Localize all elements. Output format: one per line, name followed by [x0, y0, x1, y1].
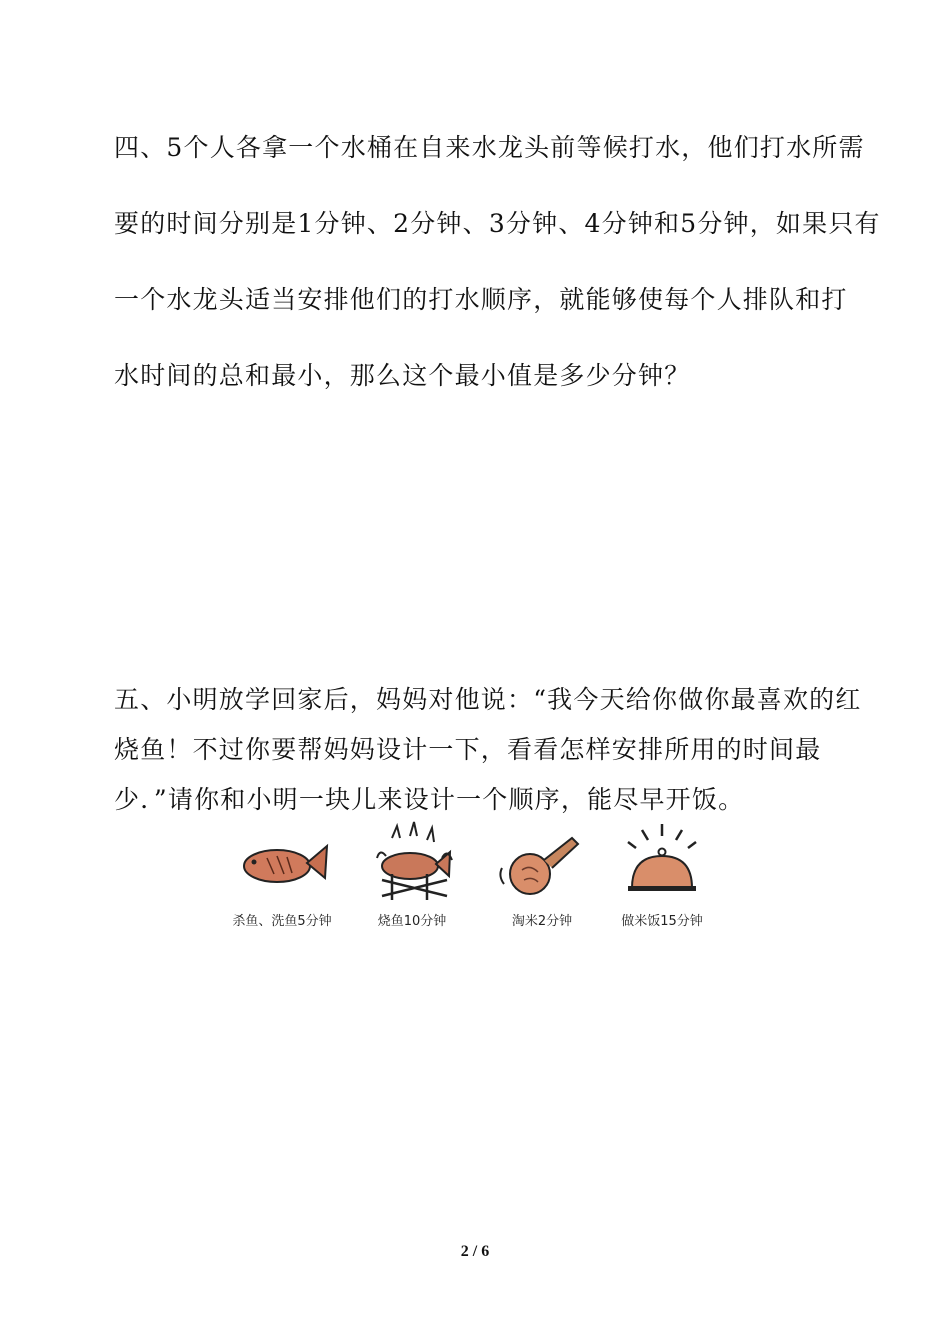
- step-caption: 淘米2分钟: [511, 914, 573, 929]
- rice-washing-icon: [482, 818, 602, 908]
- fish-icon: [222, 818, 342, 908]
- q5-line-2: 烧鱼！不过你要帮妈妈设计一下，看看怎样安排所用的时间最: [114, 735, 822, 764]
- q4-line-4: 水时间的总和最小，那么这个最小值是多少分钟？: [114, 361, 691, 390]
- step-caption: 烧鱼10分钟: [377, 914, 447, 929]
- q4-line-3: 一个水龙头适当安排他们的打水顺序，就能够使每个人排队和打: [114, 285, 848, 314]
- q4-line-2: 要的时间分别是1分钟、2分钟、3分钟、4分钟和5分钟，如果只有: [114, 209, 881, 238]
- rice-cooker-icon: [602, 818, 722, 908]
- step-grill-fish: [352, 818, 472, 938]
- q5-line-3: 少．”请你和小明一块儿来设计一个顺序，能尽早开饭。: [114, 785, 745, 814]
- step-caption: 杀鱼、洗鱼5分钟: [232, 914, 332, 929]
- step-caption: 做米饭15分钟: [621, 914, 703, 929]
- page-number: 2 / 6: [460, 1243, 490, 1260]
- cooking-steps-illustration: [222, 818, 722, 938]
- step-kill-fish: [222, 818, 342, 938]
- q5-line-1: 五、小明放学回家后，妈妈对他说：“我今天给你做你最喜欢的红: [114, 685, 862, 714]
- grilled-fish-icon: [352, 818, 472, 908]
- step-wash-rice: [482, 818, 602, 938]
- q4-line-1: 四、5个人各拿一个水桶在自来水龙头前等候打水，他们打水所需: [114, 133, 865, 162]
- step-cook-rice: [602, 818, 722, 938]
